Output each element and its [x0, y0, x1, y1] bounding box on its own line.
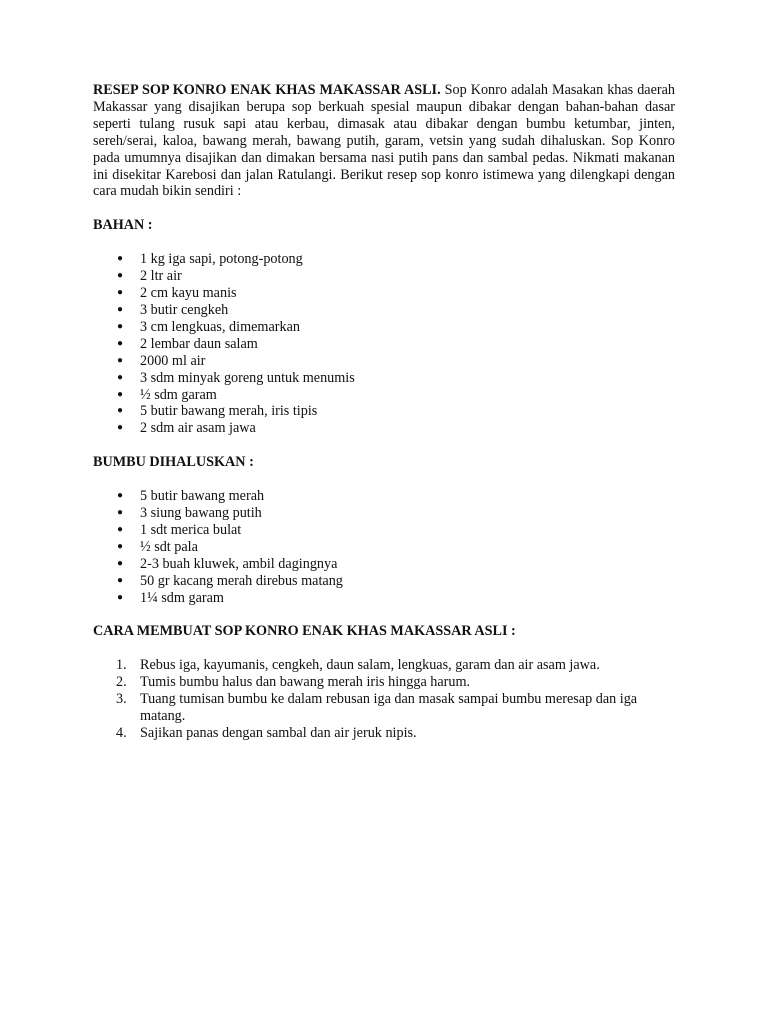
list-item-text: 2 sdm air asam jawa — [140, 420, 256, 437]
list-item — [93, 251, 675, 268]
list-item — [93, 539, 675, 556]
bullet-icon: ● — [117, 253, 124, 265]
list-item-text: 3 sdm minyak goreng untuk menumis — [140, 369, 355, 386]
recipe-title: RESEP SOP KONRO ENAK KHAS MAKASSAR ASLI. — [93, 82, 441, 98]
step-text: Tumis bumbu halus dan bawang merah iris hingga harum. — [140, 674, 471, 691]
list-item-text: 5 butir bawang merah, iris tipis — [140, 403, 318, 420]
list-item — [93, 387, 675, 404]
list-item-text: 3 butir cengkeh — [140, 301, 229, 318]
list-item-text: 2 ltr air — [140, 268, 182, 285]
bullet-icon: ● — [117, 490, 124, 502]
list-item — [93, 590, 675, 607]
list-item-text: 2 lembar daun salam — [140, 335, 258, 352]
step-item — [93, 674, 675, 691]
bullet-icon: ● — [117, 371, 124, 383]
bullet-icon: ● — [117, 287, 124, 299]
bullet-icon: ● — [117, 320, 124, 332]
list-item-text: 2000 ml air — [140, 352, 206, 369]
list-item-text: ½ sdm garam — [140, 386, 217, 403]
bumbu-list — [93, 488, 675, 606]
bullet-icon: ● — [117, 270, 124, 282]
list-item — [93, 420, 675, 437]
list-item-text: 3 siung bawang putih — [140, 505, 262, 522]
bullet-icon: ● — [117, 540, 124, 552]
list-item — [93, 336, 675, 353]
bullet-icon: ● — [117, 574, 124, 586]
list-item — [93, 319, 675, 336]
list-item — [93, 488, 675, 505]
list-item-text: ½ sdt pala — [140, 538, 198, 555]
cara-heading: CARA MEMBUAT SOP KONRO ENAK KHAS MAKASSAR ASLI : — [93, 623, 516, 640]
list-item — [93, 285, 675, 302]
bullet-icon: ● — [117, 523, 124, 535]
bullet-icon: ● — [117, 337, 124, 349]
step-number: 4. — [116, 725, 127, 741]
list-item — [93, 573, 675, 590]
list-item — [93, 556, 675, 573]
bullet-icon: ● — [117, 354, 124, 366]
step-item — [93, 691, 675, 725]
list-item-text: 1 sdt merica bulat — [140, 521, 242, 538]
intro-paragraph — [93, 82, 675, 200]
bahan-heading: BAHAN : — [93, 217, 153, 234]
list-item — [93, 403, 675, 420]
list-item-text: 50 gr kacang merah direbus matang — [140, 572, 343, 589]
intro-body: Sop Konro adalah Masakan khas daerah Makassar yang disajikan berupa sop berkuah spesial maupun dibakar dengan bahan-bahan dasar seperti tulang rusuk sapi atau kerbau, dimasak atau dibakar dengan bumbu ketumbar, jinten, sereh/serai, kaloa, bawang merah, bawang putih, garam, vetsin yang sudah dihaluskan. Sop Konro pada umumnya disajikan dan dimakan bersama nasi putih pans dan sambal pedas. Nikmati makanan ini disekitar Karebosi dan jalan Ratulangi. Berikut resep sop konro istimewa yang dilengkapi dengan cara mudah bikin sendiri : — [93, 82, 675, 200]
step-number: 3. — [116, 691, 127, 708]
list-item-text: 1¼ sdm garam — [140, 589, 224, 606]
list-item-text: 3 cm lengkuas, dimemarkan — [140, 318, 300, 335]
bullet-icon: ● — [117, 388, 124, 400]
list-item — [93, 522, 675, 539]
step-text: Rebus iga, kayumanis, cengkeh, daun salam, lengkuas, garam dan air asam jawa. — [140, 657, 600, 674]
bullet-icon: ● — [117, 422, 124, 434]
step-number: 1. — [116, 657, 127, 674]
bullet-icon: ● — [117, 557, 124, 569]
bullet-icon: ● — [117, 303, 124, 315]
cara-steps-list — [93, 657, 675, 742]
list-item — [93, 370, 675, 387]
step-item — [93, 725, 675, 742]
step-text: Tuang tumisan bumbu ke dalam rebusan iga dan masak sampai bumbu meresap dan iga matang. — [140, 691, 638, 725]
bahan-list — [93, 251, 675, 437]
list-item — [93, 302, 675, 319]
list-item — [93, 268, 675, 285]
list-item-text: 5 butir bawang merah — [140, 488, 265, 505]
bullet-icon: ● — [117, 591, 124, 603]
step-item — [93, 657, 675, 674]
list-item — [93, 505, 675, 522]
step-text: Sajikan panas dengan sambal dan air jeruk nipis. — [140, 725, 417, 741]
list-item-text: 2 cm kayu manis — [140, 285, 237, 302]
list-item-text: 2-3 buah kluwek, ambil dagingnya — [140, 555, 338, 572]
step-number: 2. — [116, 674, 127, 691]
list-item-text: 1 kg iga sapi, potong-potong — [140, 251, 303, 268]
list-item — [93, 353, 675, 370]
bullet-icon: ● — [117, 405, 124, 417]
bumbu-heading: BUMBU DIHALUSKAN : — [93, 454, 254, 471]
bullet-icon: ● — [117, 507, 124, 519]
